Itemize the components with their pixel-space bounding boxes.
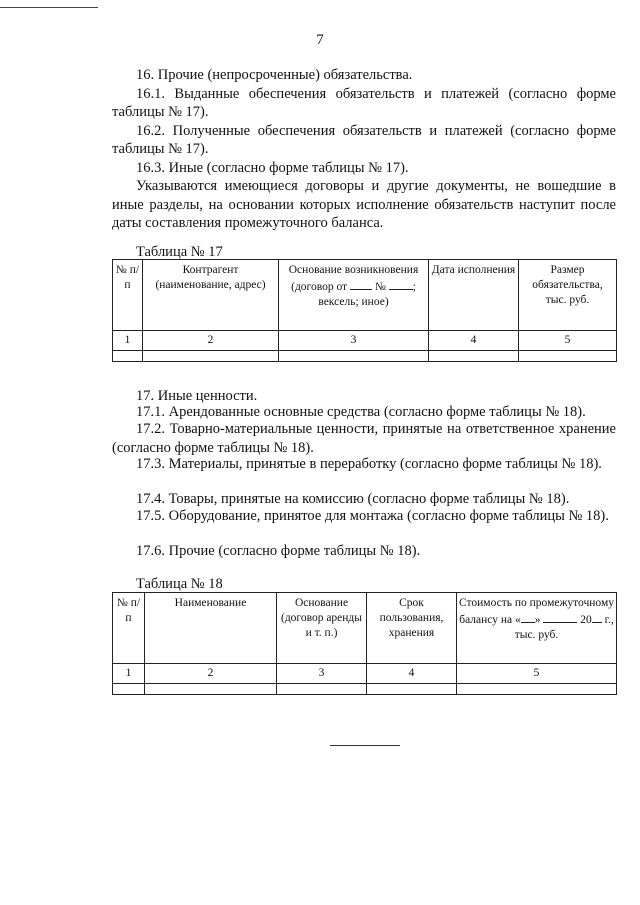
table-18-number-row — [113, 664, 617, 684]
table-row-cell: 5 — [457, 664, 617, 684]
section-17-4: 17.4. Товары, принятые на комиссию (согласно форме таблицы № 18). — [136, 491, 570, 507]
basis-text-a: Основание возникновения (договор от — [288, 264, 419, 293]
table-row-cell — [279, 351, 429, 362]
table-18 — [112, 592, 617, 695]
table-17-number-row — [113, 331, 617, 351]
table-18-header-term: Срок пользования, хранения — [367, 593, 457, 664]
table-17-header-basis — [279, 260, 429, 331]
value-text-a: Стоимость по промежуточному балансу на « — [459, 597, 614, 626]
section-17-3: 17.3. Материалы, принятые в переработку (согласно форме таблицы № 18). — [136, 456, 602, 472]
section-17-1: 17.1. Арендованные основные средства (согласно форме таблицы № 18). — [136, 404, 586, 420]
section-17-heading: 17. Иные ценности. — [136, 388, 258, 404]
section-17-2: 17.2. Товарно-материальные ценности, принятые на ответственное хранение (согласно форме таблицы № 18). — [112, 421, 616, 456]
top-rule — [0, 7, 98, 8]
table-row-cell — [113, 684, 145, 695]
table-18-empty-row — [113, 684, 617, 695]
table-row-cell — [367, 684, 457, 695]
basis-text-c: ; вексель; иное) — [318, 281, 416, 308]
section-17-6: 17.6. Прочие (согласно форме таблицы № 18). — [136, 543, 421, 559]
section-16-heading: 16. Прочие (непросроченные) обязательства. — [136, 67, 413, 83]
section-16-1: 16.1. Выданные обеспечения обязательств и платежей (согласно форме таблицы № 17). — [112, 85, 616, 120]
value-text-b: » — [534, 614, 541, 626]
section-16-2: 16.2. Полученные обеспечения обязательств и платежей (согласно форме таблицы № 17). — [112, 122, 616, 157]
table-17-header-row — [113, 260, 617, 331]
section-16-note: Указываются имеющиеся договоры и другие документы, не вошедшие в иные разделы, на основании которых исполнение обязательств наступит после даты составления промежуточного баланса. — [112, 178, 616, 231]
value-text-d: г., тыс. руб. — [514, 614, 614, 641]
table-row-cell: 4 — [429, 331, 519, 351]
table-18-header-row — [113, 593, 617, 664]
table-row-cell — [145, 684, 277, 695]
section-16-3: 16.3. Иные (согласно форме таблицы № 17). — [136, 159, 409, 176]
table-row-cell — [277, 684, 367, 695]
table-18-header-basis: Основание (договор аренды и т. п.) — [277, 593, 367, 664]
basis-text-b: № — [374, 281, 386, 293]
table-17-header-counterparty: Контрагент (наименование, адрес) — [143, 260, 279, 331]
table-row-cell: 4 — [367, 664, 457, 684]
year-blank — [592, 611, 602, 623]
date-blank — [350, 278, 372, 290]
table-row-cell: 3 — [279, 331, 429, 351]
table-row-cell — [113, 351, 143, 362]
table-row-cell: 1 — [113, 331, 143, 351]
table-row-cell — [429, 351, 519, 362]
end-rule — [330, 745, 400, 746]
section-17-5: 17.5. Оборудование, принятое для монтажа (согласно форме таблицы № 18). — [136, 508, 609, 524]
table-17 — [112, 259, 617, 362]
table-row-cell: 2 — [145, 664, 277, 684]
page-number: 7 — [316, 32, 324, 48]
table-row-cell — [519, 351, 617, 362]
table-row-cell — [143, 351, 279, 362]
table-row-cell: 1 — [113, 664, 145, 684]
table-17-header-date: Дата исполнения — [429, 260, 519, 331]
month-blank — [543, 611, 577, 623]
table-18-header-value — [457, 593, 617, 664]
table-row-cell: 3 — [277, 664, 367, 684]
table-17-header-num: № п/п — [113, 260, 143, 331]
table-18-title: Таблица № 18 — [136, 576, 223, 592]
number-blank — [389, 278, 413, 290]
table-17-title: Таблица № 17 — [136, 244, 223, 260]
table-17-header-amount: Размер обязательства, тыс. руб. — [519, 260, 617, 331]
table-17-empty-row — [113, 351, 617, 362]
table-row-cell — [457, 684, 617, 695]
value-text-c: 20 — [580, 614, 592, 626]
table-row-cell: 2 — [143, 331, 279, 351]
table-18-header-num: № п/п — [113, 593, 145, 664]
table-18-header-name: Наименование — [145, 593, 277, 664]
table-row-cell: 5 — [519, 331, 617, 351]
day-blank — [521, 611, 535, 623]
